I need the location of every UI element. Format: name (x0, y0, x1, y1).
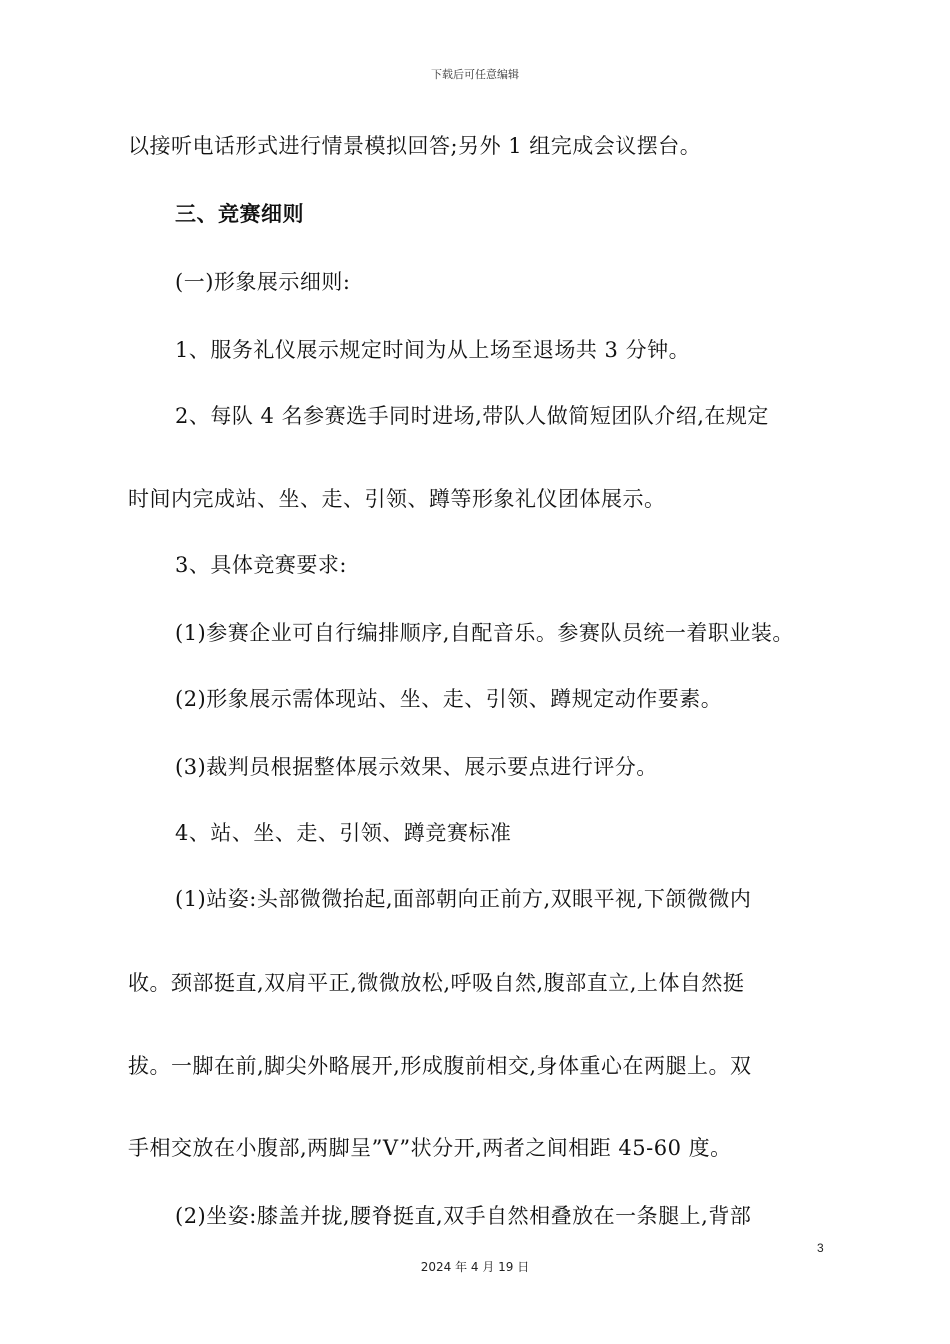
paragraph-line: 拔。一脚在前,脚尖外略展开,形成腹前相交,身体重心在两腿上。双 (128, 1054, 752, 1078)
paragraph-line: 2、每队 4 名参赛选手同时进场,带队人做简短团队介绍,在规定 (175, 404, 769, 428)
paragraph-line: 手相交放在小腹部,两脚呈”V”状分开,两者之间相距 45-60 度。 (128, 1136, 732, 1160)
paragraph-line: 收。颈部挺直,双肩平正,微微放松,呼吸自然,腹部直立,上体自然挺 (128, 971, 745, 995)
page-number: 3 (817, 1241, 824, 1255)
paragraph-line: 时间内完成站、坐、走、引领、蹲等形象礼仪团体展示。 (128, 487, 666, 511)
paragraph-line: (1)站姿:头部微微抬起,面部朝向正前方,双眼平视,下颌微微内 (175, 887, 752, 911)
paragraph-line: 4、站、坐、走、引领、蹲竞赛标准 (175, 821, 512, 845)
footer-date: 2024 年 4 月 19 日 (420, 1260, 530, 1274)
page-header: 下载后可任意编辑 (431, 68, 519, 81)
paragraph-line: (2)坐姿:膝盖并拢,腰脊挺直,双手自然相叠放在一条腿上,背部 (175, 1204, 752, 1228)
paragraph-line: 3、具体竞赛要求: (175, 553, 347, 577)
section-heading: 三、竞赛细则 (175, 201, 304, 226)
paragraph-line: (2)形象展示需体现站、坐、走、引领、蹲规定动作要素。 (175, 687, 723, 711)
paragraph-line: (3)裁判员根据整体展示效果、展示要点进行评分。 (175, 755, 658, 779)
paragraph-line: (1)参赛企业可自行编排顺序,自配音乐。参赛队员统一着职业装。 (175, 621, 794, 645)
subsection-heading: (一)形象展示细则: (175, 270, 351, 294)
paragraph-line: 以接听电话形式进行情景模拟回答;另外 1 组完成会议摆台。 (128, 134, 702, 158)
paragraph-line: 1、服务礼仪展示规定时间为从上场至退场共 3 分钟。 (175, 338, 691, 362)
